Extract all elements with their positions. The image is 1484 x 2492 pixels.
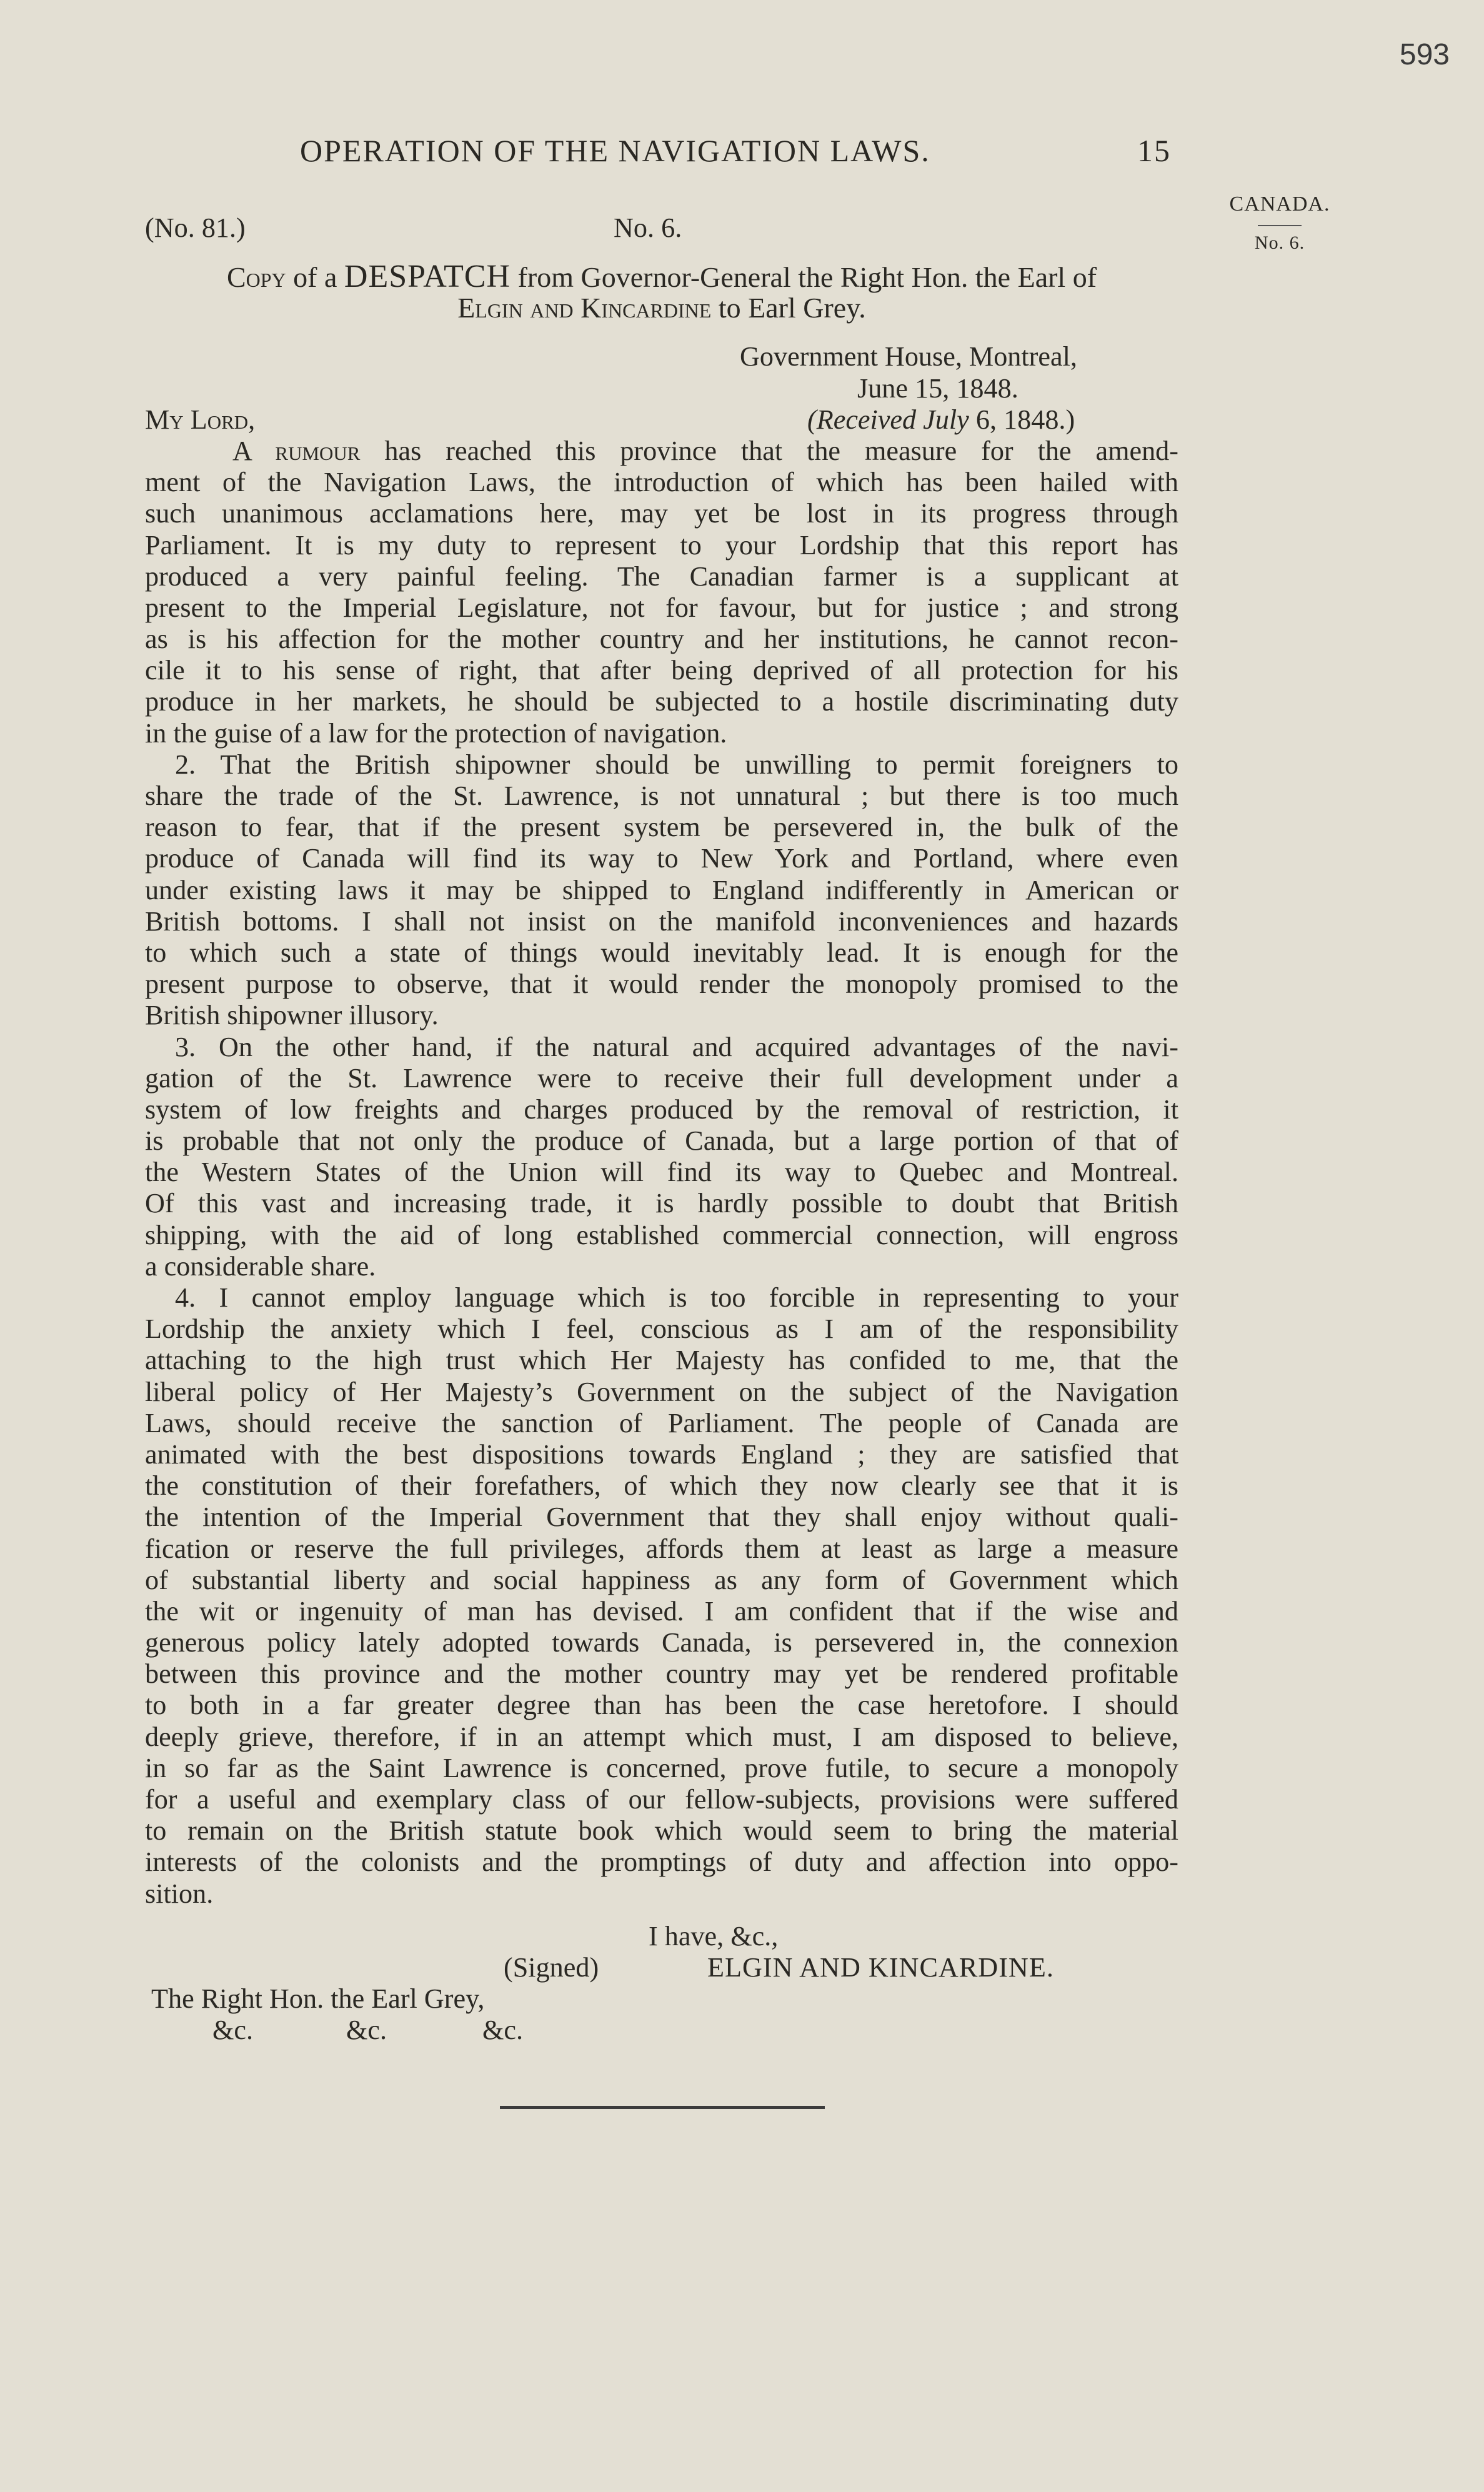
addressee: The Right Hon. the Earl Grey, [151,1983,485,2015]
document-numbers [145,212,1178,250]
place-line [145,341,1178,372]
salutation: My Lord, [145,404,256,435]
running-head [300,132,1175,169]
p4-line-5: Laws, should receive the sanction of Parliament. The people of Canada are [145,1407,1178,1438]
p1-line-6: present to the Imperial Legislature, not for favour, but for justice ; and strong [145,592,1178,623]
paragraph-2 [145,749,1178,1032]
p4-line-13: between this province and the mother country may yet be rendered profitable [145,1658,1178,1690]
heading-of-a: of a [286,261,344,293]
heading-despatch: DESPATCH [344,259,511,294]
heading-from: from Governor-General the Right Hon. the Earl of [510,261,1097,293]
paragraph-3 [145,1032,1178,1283]
p4-line-6: animated with the best dispositions towards England ; they are satisfied that [145,1438,1178,1470]
p3-line-3: system of low freights and charges produced by the removal of restriction, it [145,1094,1178,1125]
p4-line-12: generous policy lately adopted towards Canada, is persevered in, the connexion [145,1627,1178,1658]
p4-line-3: attaching to the high trust which Her Majesty has confided to me, that the [145,1345,1178,1376]
p1-line-8: cile it to his sense of right, that after being deprived of all protection for his [145,655,1178,686]
p3-line-4: is probable that not only the produce of Canada, but a large portion of that of [145,1125,1178,1157]
document-heading-line-1 [145,261,1178,292]
valediction: I have, &c., [649,1920,779,1951]
p4-line-4: liberal policy of Her Majesty’s Government on the subject of the Navigation [145,1376,1178,1407]
paragraph-1 [145,436,1178,749]
p2-line-2: share the trade of the St. Lawrence, is not unnatural ; but there is too much [145,780,1178,811]
running-head-folio: 15 [1137,133,1171,168]
margin-note-region: CANADA. [1229,192,1330,216]
p3-line-1: 3. On the other hand, if the natural and acquired advantages of the navi- [175,1031,1178,1062]
p4-line-10: of substantial liberty and social happiness as any form of Government which [145,1564,1178,1595]
heading-to-grey: to Earl Grey. [711,292,866,324]
series-number: (No. 81.) [145,212,246,243]
p3-line-8: a considerable share. [145,1250,376,1282]
p4-line-1: 4. I cannot employ language which is too forcible in representing to your [175,1282,1178,1313]
p2-line-3: reason to fear, that if the present system be persevered in, the bulk of the [145,812,1178,843]
p4-line-20: sition. [145,1878,214,1909]
margin-note-rule [1258,225,1302,226]
valediction-line [145,1921,1178,1952]
p4-line-14: to both in a far greater degree than has been the case heretofore. I should [145,1690,1178,1721]
heading-elgin: Elgin and Kincardine [457,292,712,324]
p2-line-9: British shipowner illusory. [145,1000,439,1031]
p2-line-6: British bottoms. I shall not insist on the manifold inconveniences and hazards [145,905,1178,937]
heading-copy: Copy [226,261,286,293]
p1-line-10: in the guise of a law for the protection of navigation. [145,717,727,749]
margin-note [1217,192,1342,254]
p1-line-4: Parliament. It is my duty to represent to your Lordship that this report has [145,529,1178,561]
p1-line-2: ment of the Navigation Laws, the introduction of which has been hailed with [145,467,1178,498]
document-heading-line-2 [145,292,1178,324]
running-head-title: OPERATION OF THE NAVIGATION LAWS. [300,133,930,168]
p4-line-8: the intention of the Imperial Government that they shall enjoy without quali- [145,1502,1178,1533]
paragraph-4 [145,1282,1178,1910]
p1-line-5: produced a very painful feeling. The Canadian farmer is a supplicant at [145,561,1178,592]
p2-line-7: to which such a state of things would inevitably lead. It is enough for the [145,937,1178,968]
etc-1: &c. [212,2015,254,2046]
received-day: 6, 1848.) [969,404,1075,435]
p3-line-2: gation of the St. Lawrence were to receive their full development under a [145,1062,1178,1094]
signatory-name: ELGIN AND KINCARDINE. [707,1951,1054,1983]
p4-line-2: Lordship the anxiety which I feel, conscious as I am of the responsibility [145,1313,1178,1345]
signature-line [145,1952,1178,1983]
p4-line-19: interests of the colonists and the promptings of duty and affection into oppo- [145,1847,1178,1878]
etc-line [145,2015,1178,2046]
p4-line-11: the wit or ingenuity of man has devised. I am confident that if the wise and [145,1595,1178,1627]
date: June 15, 1848. [857,372,1018,404]
p2-line-1: 2. That the British shipowner should be unwilling to permit foreigners to [175,749,1178,780]
received-label: (Received July [807,404,969,435]
date-line [145,373,1178,404]
end-rule [500,2106,825,2109]
etc-3: &c. [482,2015,524,2046]
received-date [807,404,1075,436]
p1-line-9: produce in her markets, he should be subjected to a hostile discriminating duty [145,686,1178,717]
etc-2: &c. [346,2015,387,2046]
p1-line-7: as is his affection for the mother country and her institutions, he cannot recon- [145,624,1178,655]
p3-line-7: shipping, with the aid of long established commercial connection, will engross [145,1219,1178,1250]
document-number: No. 6. [614,212,682,243]
p4-line-18: to remain on the British statute book which would seem to bring the material [145,1815,1178,1847]
place: Government House, Montreal, [740,341,1077,372]
margin-note-number: No. 6. [1254,232,1305,253]
p2-line-5: under existing laws it may be shipped to England indifferently in American or [145,874,1178,905]
page-number-stamp: 593 [1399,38,1450,71]
p4-line-15: deeply grieve, therefore, if in an attempt which must, I am disposed to believe, [145,1721,1178,1752]
document-body [145,212,1178,2046]
addressee-line [145,1983,1178,2015]
p1-line-3: such unanimous acclamations here, may yet be lost in its progress through [145,498,1178,529]
p2-line-4: produce of Canada will find its way to New York and Portland, where even [145,843,1178,874]
p4-line-9: fication or reserve the full privileges, affords them at least as large a measure [145,1533,1178,1564]
salutation-line [145,404,1178,436]
p1-line-1-text: has reached this province that the measure for the amend- [360,435,1178,466]
p1-lead: A rumour [232,435,361,466]
p2-line-8: present purpose to observe, that it would render the monopoly promised to the [145,969,1178,1000]
p3-line-6: Of this vast and increasing trade, it is hardly possible to doubt that British [145,1188,1178,1219]
p1-line-1 [145,436,1178,467]
p3-line-5: the Western States of the Union will find its way to Quebec and Montreal. [145,1157,1178,1188]
p4-line-17: for a useful and exemplary class of our fellow-subjects, provisions were suffered [145,1784,1178,1815]
signed-label: (Signed) [504,1951,599,1983]
p4-line-16: in so far as the Saint Lawrence is concerned, prove futile, to secure a monopoly [145,1752,1178,1783]
p4-line-7: the constitution of their forefathers, of which they now clearly see that it is [145,1470,1178,1502]
